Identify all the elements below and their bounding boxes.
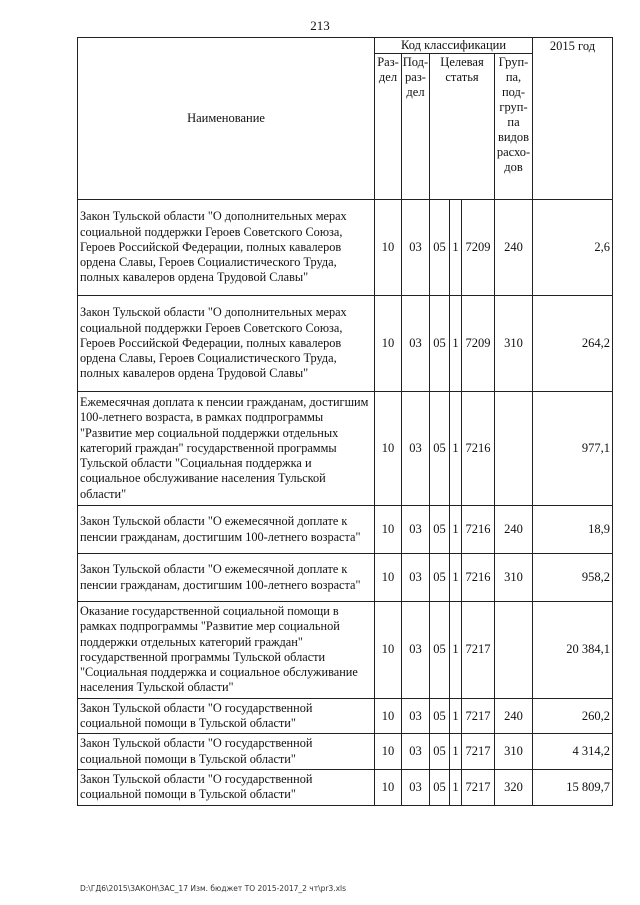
row-target-direction: 7209	[462, 200, 495, 296]
row-amount: 260,2	[533, 698, 613, 734]
row-target-program: 05	[430, 392, 450, 506]
row-subsection: 03	[402, 392, 430, 506]
row-amount: 18,9	[533, 506, 613, 554]
row-expense-group: 310	[495, 296, 533, 392]
row-section: 10	[375, 769, 402, 805]
row-expense-group: 310	[495, 734, 533, 770]
row-target-subprogram: 1	[450, 506, 462, 554]
row-target-subprogram: 1	[450, 698, 462, 734]
row-target-direction: 7209	[462, 296, 495, 392]
row-target-program: 05	[430, 296, 450, 392]
row-expense-group: 320	[495, 769, 533, 805]
row-section: 10	[375, 506, 402, 554]
header-year: 2015 год	[533, 38, 613, 200]
row-subsection: 03	[402, 602, 430, 699]
header-expense-group: Груп- па, под- груп- па видов расхо- дов	[495, 54, 533, 200]
row-target-program: 05	[430, 506, 450, 554]
row-subsection: 03	[402, 506, 430, 554]
row-name: Закон Тульской области "О дополнительных мерах социальной поддержки Героев Советского Союза, Героев Российской Федерации, полных кавалеров ордена Славы, Героев Социалистического Труда, полных кавалеров ордена Трудовой Славы"	[78, 200, 375, 296]
row-target-program: 05	[430, 698, 450, 734]
row-name: Закон Тульской области "О государственной социальной помощи в Тульской области"	[78, 698, 375, 734]
row-target-direction: 7216	[462, 554, 495, 602]
table-row	[78, 506, 613, 554]
row-section: 10	[375, 734, 402, 770]
table-row	[78, 554, 613, 602]
row-name: Закон Тульской области "О государственной социальной помощи в Тульской области"	[78, 769, 375, 805]
row-section: 10	[375, 698, 402, 734]
row-expense-group: 240	[495, 698, 533, 734]
table-row	[78, 200, 613, 296]
row-target-subprogram: 1	[450, 392, 462, 506]
row-name: Оказание государственной социальной помощи в рамках подпрограммы "Развитие мер социальной поддержки отдельных категорий граждан" государственной программы Тульской области "Социальная поддержка и социальное обслуживание населения Тульской области"	[78, 602, 375, 699]
header-subsection: Под- раз- дел	[402, 54, 430, 200]
row-target-direction: 7217	[462, 769, 495, 805]
row-amount: 977,1	[533, 392, 613, 506]
row-subsection: 03	[402, 769, 430, 805]
header-classification-code: Код классификации	[375, 38, 533, 54]
row-section: 10	[375, 200, 402, 296]
header-target-article: Целевая статья	[430, 54, 495, 200]
row-expense-group	[495, 392, 533, 506]
row-amount: 4 314,2	[533, 734, 613, 770]
row-expense-group: 310	[495, 554, 533, 602]
row-target-program: 05	[430, 734, 450, 770]
row-target-subprogram: 1	[450, 769, 462, 805]
row-target-direction: 7217	[462, 602, 495, 699]
row-target-subprogram: 1	[450, 734, 462, 770]
row-subsection: 03	[402, 296, 430, 392]
header-section: Раз- дел	[375, 54, 402, 200]
row-target-program: 05	[430, 769, 450, 805]
table-row	[78, 296, 613, 392]
row-amount: 264,2	[533, 296, 613, 392]
budget-table	[77, 37, 613, 806]
row-section: 10	[375, 554, 402, 602]
row-subsection: 03	[402, 554, 430, 602]
table-row	[78, 769, 613, 805]
row-target-program: 05	[430, 200, 450, 296]
row-target-subprogram: 1	[450, 554, 462, 602]
row-section: 10	[375, 602, 402, 699]
row-name: Закон Тульской области "О дополнительных мерах социальной поддержки Героев Советского Союза, Героев Российской Федерации, полных кавалеров ордена Славы, Героев Социалистического Труда, полных кавалеров ордена Трудовой Славы"	[78, 296, 375, 392]
row-target-direction: 7217	[462, 698, 495, 734]
page-number: 213	[310, 18, 330, 33]
file-path-footer: D:\ГД6\2015\ЗАКОН\ЗАС_17 Изм. бюджет ТО 2015-2017_2 чт\pr3.xls	[80, 884, 347, 893]
row-target-subprogram: 1	[450, 200, 462, 296]
row-amount: 15 809,7	[533, 769, 613, 805]
row-target-direction: 7216	[462, 506, 495, 554]
row-expense-group	[495, 602, 533, 699]
table-row	[78, 602, 613, 699]
header-row-top	[78, 38, 613, 54]
table-row	[78, 392, 613, 506]
row-amount: 958,2	[533, 554, 613, 602]
row-section: 10	[375, 392, 402, 506]
row-amount: 20 384,1	[533, 602, 613, 699]
row-target-program: 05	[430, 554, 450, 602]
row-target-subprogram: 1	[450, 602, 462, 699]
row-expense-group: 240	[495, 200, 533, 296]
row-target-subprogram: 1	[450, 296, 462, 392]
row-expense-group: 240	[495, 506, 533, 554]
table-row	[78, 698, 613, 734]
row-subsection: 03	[402, 734, 430, 770]
row-name: Ежемесячная доплата к пенсии гражданам, достигшим 100-летнего возраста, в рамках подпрограммы "Развитие мер социальной поддержки отдельных категорий граждан" государственной программы Тульской области "Социальная поддержка и социальное обслуживание населения Тульской области"	[78, 392, 375, 506]
row-amount: 2,6	[533, 200, 613, 296]
header-name: Наименование	[78, 38, 375, 200]
row-name: Закон Тульской области "О государственной социальной помощи в Тульской области"	[78, 734, 375, 770]
row-subsection: 03	[402, 200, 430, 296]
table-body	[78, 200, 613, 806]
row-subsection: 03	[402, 698, 430, 734]
table-row	[78, 734, 613, 770]
row-target-direction: 7217	[462, 734, 495, 770]
row-name: Закон Тульской области "О ежемесячной доплате к пенсии гражданам, достигшим 100-летнего возраста"	[78, 554, 375, 602]
row-name: Закон Тульской области "О ежемесячной доплате к пенсии гражданам, достигшим 100-летнего возраста"	[78, 506, 375, 554]
row-target-direction: 7216	[462, 392, 495, 506]
row-target-program: 05	[430, 602, 450, 699]
row-section: 10	[375, 296, 402, 392]
